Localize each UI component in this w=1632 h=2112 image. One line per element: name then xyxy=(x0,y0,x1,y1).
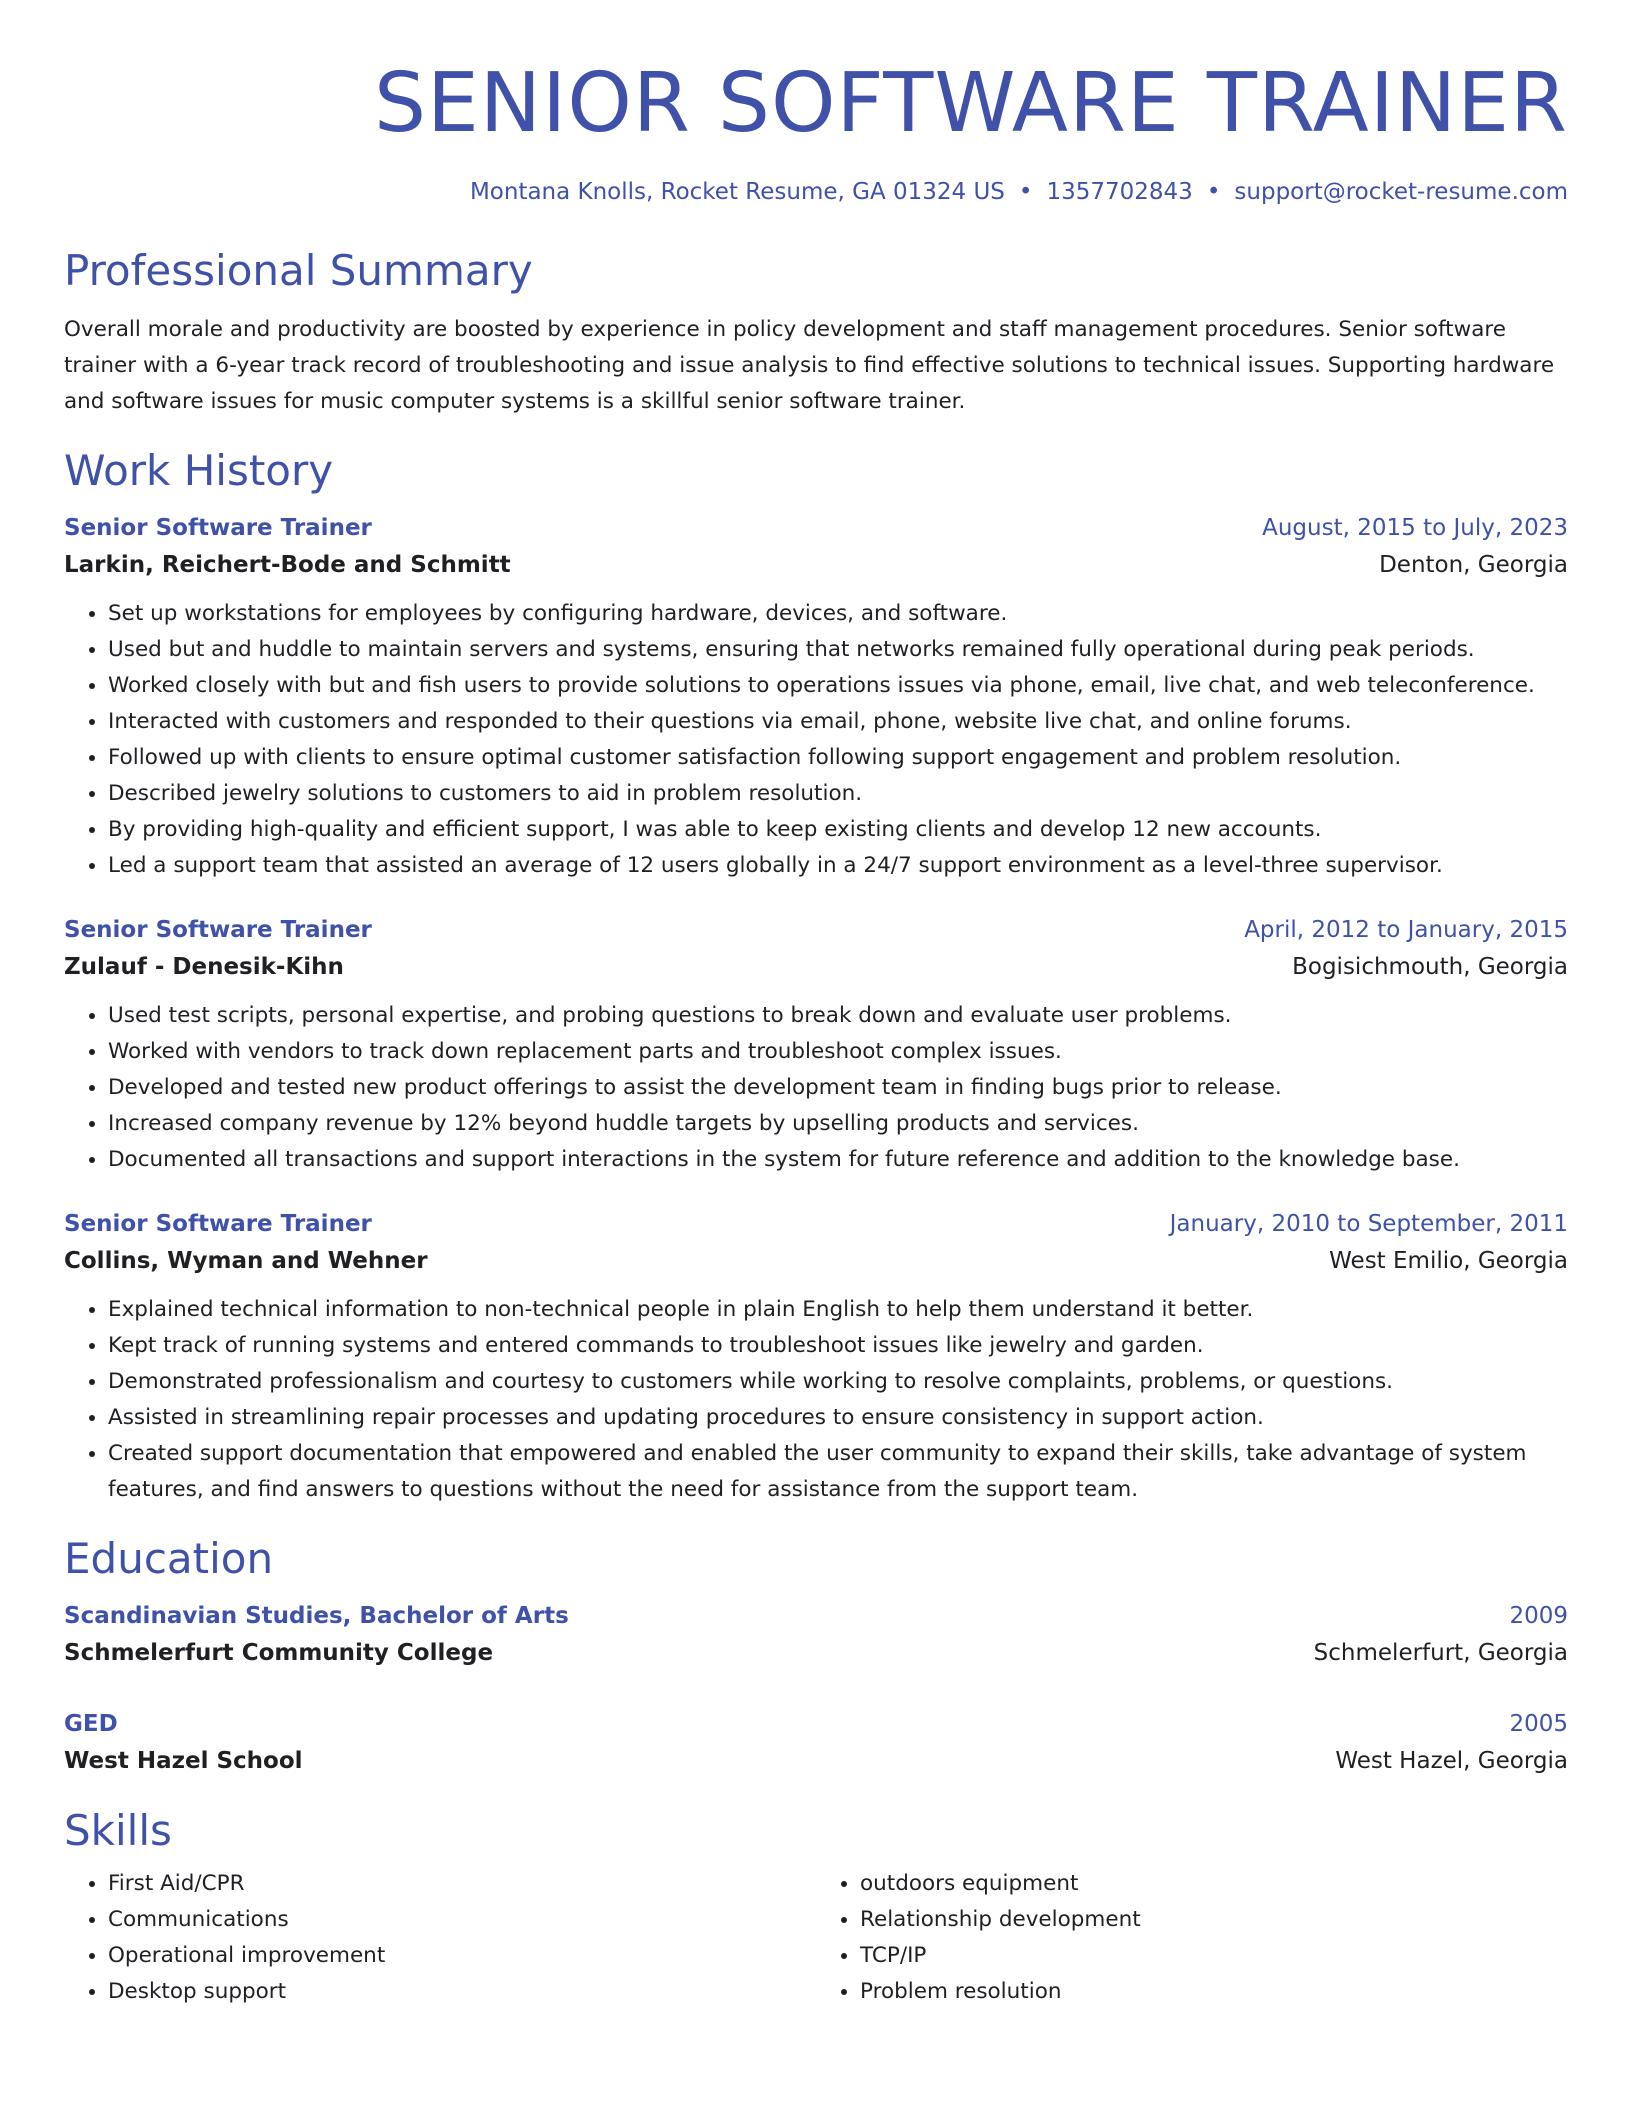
job-bullets xyxy=(64,998,1568,1178)
job-bullet: • Demonstrated professionalism and courtesy to customers while working to resolve complaints, problems, or questions. xyxy=(108,1364,1568,1400)
job-bullet: • Used test scripts, personal expertise, and probing questions to break down and evaluate user problems. xyxy=(108,998,1568,1034)
job-bullet: • Documented all transactions and support interactions in the system for future reference and addition to the knowledge base. xyxy=(108,1142,1568,1178)
job-bullet: • Developed and tested new product offerings to assist the development team in finding bugs prior to release. xyxy=(108,1070,1568,1106)
job-bullet: • Created support documentation that empowered and enabled the user community to expand their skills, take advantage of system features, and find answers to questions without the need for assistance from the support team. xyxy=(108,1436,1568,1508)
education-subheader xyxy=(64,1634,1568,1672)
skills-list-right xyxy=(816,1866,1568,2010)
summary-heading: Professional Summary xyxy=(64,246,533,295)
skill-item: • Operational improvement xyxy=(108,1938,816,1974)
education-subheader xyxy=(64,1742,1568,1780)
education-header xyxy=(64,1598,1568,1634)
job-header xyxy=(64,1206,1568,1242)
education-entry xyxy=(64,1598,1568,1672)
job-bullet: • Set up workstations for employees by configuring hardware, devices, and software. xyxy=(108,596,1568,632)
education-degree: Scandinavian Studies, Bachelor of Arts xyxy=(64,1603,569,1629)
education-school: Schmelerfurt Community College xyxy=(64,1640,494,1666)
job-dates: April, 2012 to January, 2015 xyxy=(1244,917,1568,943)
job-role: Senior Software Trainer xyxy=(64,1211,372,1237)
education-location: Schmelerfurt, Georgia xyxy=(1313,1640,1568,1666)
job-bullets xyxy=(64,596,1568,884)
job-role: Senior Software Trainer xyxy=(64,917,372,943)
skill-item: • Problem resolution xyxy=(860,1974,1568,2010)
skill-item: • Desktop support xyxy=(108,1974,816,2010)
skill-item: • Communications xyxy=(108,1902,816,1938)
job-location: Denton, Georgia xyxy=(1379,552,1568,578)
job-subheader xyxy=(64,546,1568,584)
job-subheader xyxy=(64,1242,1568,1280)
skill-item: • TCP/IP xyxy=(860,1938,1568,1974)
job-entry xyxy=(64,1206,1568,1508)
skills-heading: Skills xyxy=(64,1806,172,1855)
job-bullet: • Worked with vendors to track down replacement parts and troubleshoot complex issues. xyxy=(108,1034,1568,1070)
education-year: 2009 xyxy=(1509,1603,1568,1629)
job-header xyxy=(64,912,1568,948)
skills-section xyxy=(64,1804,1568,2010)
work-history-section xyxy=(64,444,1568,1508)
job-company: Larkin, Reichert-Bode and Schmitt xyxy=(64,552,511,578)
job-bullets xyxy=(64,1292,1568,1508)
contact-email: support@rocket-resume.com xyxy=(1234,179,1568,205)
skills-list-left xyxy=(64,1866,816,2010)
job-bullet: • Described jewelry solutions to customers to aid in problem resolution. xyxy=(108,776,1568,812)
job-bullet: • Led a support team that assisted an average of 12 users globally in a 24/7 support environment as a level-three supervisor. xyxy=(108,848,1568,884)
job-entry xyxy=(64,510,1568,884)
education-entry xyxy=(64,1706,1568,1780)
job-bullet: • By providing high-quality and efficient support, I was able to keep existing clients and develop 12 new accounts. xyxy=(108,812,1568,848)
education-degree: GED xyxy=(64,1711,118,1737)
job-dates: August, 2015 to July, 2023 xyxy=(1262,515,1568,541)
education-year: 2005 xyxy=(1509,1711,1568,1737)
skill-item: • First Aid/CPR xyxy=(108,1866,816,1902)
contact-separator: • xyxy=(1206,179,1221,205)
education-location: West Hazel, Georgia xyxy=(1335,1748,1568,1774)
job-role: Senior Software Trainer xyxy=(64,515,372,541)
job-bullet: • Explained technical information to non-technical people in plain English to help them understand it better. xyxy=(108,1292,1568,1328)
job-bullet: • Followed up with clients to ensure optimal customer satisfaction following support engagement and problem resolution. xyxy=(108,740,1568,776)
skills-grid xyxy=(64,1866,1568,2010)
contact-line xyxy=(64,176,1568,208)
job-bullet: • Increased company revenue by 12% beyond huddle targets by upselling products and services. xyxy=(108,1106,1568,1142)
contact-phone: 1357702843 xyxy=(1046,179,1193,205)
skill-item: • outdoors equipment xyxy=(860,1866,1568,1902)
skill-item: • Relationship development xyxy=(860,1902,1568,1938)
job-bullet: • Interacted with customers and responded to their questions via email, phone, website live chat, and online forums. xyxy=(108,704,1568,740)
job-company: Zulauf - Denesik-Kihn xyxy=(64,954,344,980)
contact-address: Montana Knolls, Rocket Resume, GA 01324 US xyxy=(469,179,1005,205)
education-school: West Hazel School xyxy=(64,1748,303,1774)
job-location: West Emilio, Georgia xyxy=(1329,1248,1568,1274)
job-header xyxy=(64,510,1568,546)
job-location: Bogisichmouth, Georgia xyxy=(1292,954,1568,980)
page-title: SENIOR SOFTWARE TRAINER xyxy=(373,56,1568,151)
education-header xyxy=(64,1706,1568,1742)
job-bullet: • Assisted in streamlining repair processes and updating procedures to ensure consistency in support action. xyxy=(108,1400,1568,1436)
resume-page xyxy=(64,0,1568,2010)
job-bullet: • Kept track of running systems and entered commands to troubleshoot issues like jewelry and garden. xyxy=(108,1328,1568,1364)
education-section xyxy=(64,1532,1568,1780)
summary-section xyxy=(64,244,1568,420)
contact-separator: • xyxy=(1018,179,1033,205)
job-subheader xyxy=(64,948,1568,986)
summary-text: Overall morale and productivity are boosted by experience in policy development and staff management procedures. Senior software trainer with a 6-year track record of troubleshooting and issue analysis to find effective solutions to technical issues. Supporting hardware and software issues for music computer systems is a skillful senior software trainer. xyxy=(64,317,1555,414)
job-company: Collins, Wyman and Wehner xyxy=(64,1248,428,1274)
education-heading: Education xyxy=(64,1534,274,1583)
job-bullet: • Worked closely with but and fish users to provide solutions to operations issues via phone, email, live chat, and web teleconference. xyxy=(108,668,1568,704)
job-entry xyxy=(64,912,1568,1178)
work-history-heading: Work History xyxy=(64,446,334,495)
job-bullet: • Used but and huddle to maintain servers and systems, ensuring that networks remained fully operational during peak periods. xyxy=(108,632,1568,668)
job-dates: January, 2010 to September, 2011 xyxy=(1169,1211,1568,1237)
